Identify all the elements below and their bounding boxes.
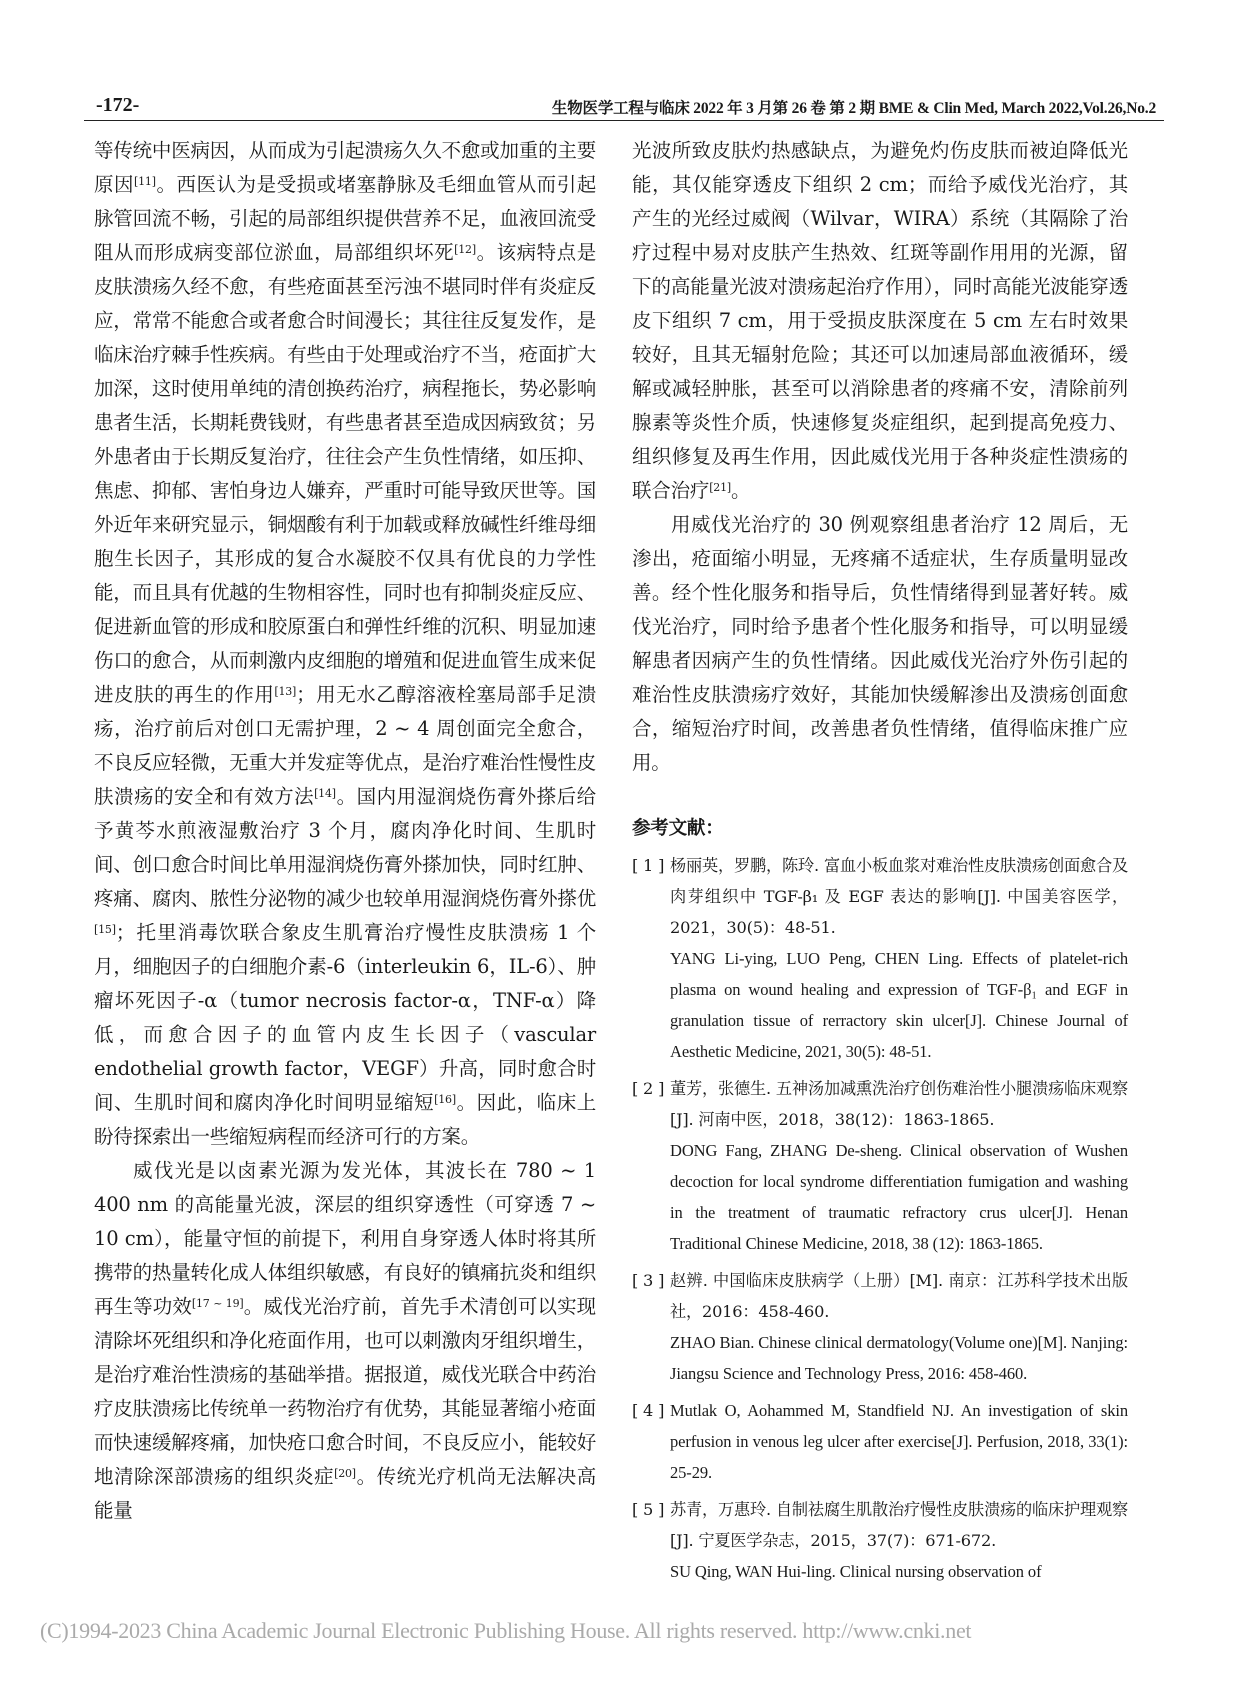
reference-item: [632, 1073, 1128, 1259]
citation-ref[interactable]: [20]: [334, 1467, 356, 1480]
citation-ref[interactable]: [14]: [314, 787, 336, 800]
citation-ref[interactable]: [12]: [454, 243, 476, 256]
left-column: [94, 134, 596, 1528]
citation-ref[interactable]: [17 ~ 19]: [191, 1297, 244, 1310]
reference-item: [632, 850, 1128, 1067]
reference-zh: 赵辨. 中国临床皮肤病学（上册）[M]. 南京：江苏科学技术出版社，2016：458-460.: [670, 1271, 1128, 1321]
references-heading: 参考文献：: [632, 818, 724, 839]
reference-en: ZHAO Bian. Chinese clinical dermatology(Volume one)[M]. Nanjing: Jiangsu Science and Technology Press, 2016: 458-460.: [670, 1333, 1128, 1383]
reference-en: Mutlak O, Aohammed M, Standfield NJ. An investigation of skin perfusion in venous leg ulcer after exercise[J]. Perfusion, 2018, 33(1): 25-29.: [670, 1401, 1128, 1482]
reference-item: [632, 1395, 1128, 1488]
reference-en: YANG Li-ying, LUO Peng, CHEN Ling. Effects of platelet-rich plasma on wound healing and expression of TGF-β₁ and EGF in granulation tissue of rerractory skin ulcer[J]. Chinese Journal of Aesthetic Medicine, 2021, 30(5): 48-51.: [670, 949, 1128, 1061]
reference-zh: 杨丽英，罗鹏，陈玲. 富血小板血浆对难治性皮肤溃疡创面愈合及肉芽组织中 TGF-β₁ 及 EGF 表达的影响[J]. 中国美容医学，2021，30(5)：48-51.: [670, 856, 1128, 937]
reference-en: DONG Fang, ZHANG De-sheng. Clinical observation of Wushen decoction for local syndrome differentiation fumigation and washing in the treatment of traumatic refractory crus ulcer[J]. Henan Traditional Chinese Medicine, 2018, 38 (12): 1863-1865.: [670, 1141, 1128, 1253]
body-paragraph: 等传统中医病因，从而成为引起溃疡久久不愈或加重的主要原因[11]。西医认为是受损或堵塞静脉及毛细血管从而引起脉管回流不畅，引起的局部组织提供营养不足，血液回流受阻从而形成病变部位淤血，局部组织坏死[12]。该病特点是皮肤溃疡久经不愈，有些疮面甚至污浊不堪同时伴有炎症反应，常常不能愈合或者愈合时间漫长；其往往反复发作，是临床治疗棘手性疾病。有些由于处理或治疗不当，疮面扩大加深，这时使用单纯的清创换药治疗，病程拖长，势必影响患者生活，长期耗费钱财，有些患者甚至造成因病致贫；另外患者由于长期反复治疗，往往会产生负性情绪，如压抑、焦虑、抑郁、害怕身边人嫌弃，严重时可能导致厌世等。国外近年来研究显示，铜烟酸有利于加载或释放碱性纤维母细胞生长因子，其形成的复合水凝胶不仅具有优良的力学性能，而且具有优越的生物相容性，同时也有抑制炎症反应、促进新血管的形成和胶原蛋白和弹性纤维的沉积、明显加速伤口的愈合，从而刺激内皮细胞的增殖和促进血管生成来促进皮肤的再生的作用[13]；用无水乙醇溶液栓塞局部手足溃疡，治疗前后对创口无需护理，2 ~ 4 周创面完全愈合，不良反应轻微，无重大并发症等优点，是治疗难治性慢性皮肤溃疡的安全和有效方法[14]。国内用湿润烧伤膏外搽后给予黄芩水煎液湿敷治疗 3 个月，腐肉净化时间、生肌时间、创口愈合时间比单用湿润烧伤膏外搽加快，同时红肿、疼痛、腐肉、脓性分泌物的减少也较单用湿润烧伤膏外搽优[15]；托里消毒饮联合象皮生肌膏治疗慢性皮肤溃疡 1 个月，细胞因子的白细胞介素-6（interleukin 6，IL-6）、肿瘤坏死因子-α（tumor necrosis factor-α，TNF-α）降低，而愈合因子的血管内皮生长因子（vascular endothelial growth factor，VEGF）升高，同时愈合时间、生肌时间和腐肉净化时间明显缩短[16]。因此，临床上盼待探索出一些缩短病程而经济可行的方案。: [94, 139, 596, 1148]
copyright-footer: (C)1994-2023 China Academic Journal Electronic Publishing House. All rights reserved. http://www.cnki.net: [40, 1618, 972, 1643]
running-header: [84, 94, 1164, 121]
reference-en: SU Qing, WAN Hui-ling. Clinical nursing observation of: [670, 1562, 1042, 1581]
reference-number: [ 2 ]: [632, 1079, 665, 1098]
reference-zh: 董芳，张德生. 五神汤加减熏洗治疗创伤难治性小腿溃疡临床观察[J]. 河南中医，2018，38(12)：1863-1865.: [670, 1079, 1128, 1129]
reference-number: [ 1 ]: [632, 856, 665, 875]
page-number: -172-: [96, 94, 140, 116]
reference-number: [ 5 ]: [632, 1500, 665, 1519]
body-paragraph: 用威伐光治疗的 30 例观察组患者治疗 12 周后，无渗出，疮面缩小明显，无疼痛不适症状，生存质量明显改善。经个性化服务和指导后，负性情绪得到显著好转。威伐光治疗，同时给予患者个性化服务和指导，可以明显缓解患者因病产生的负性情绪。因此威伐光治疗外伤引起的难治性皮肤溃疡疗效好，其能加快缓解渗出及溃疡创面愈合，缩短治疗时间，改善患者负性情绪，值得临床推广应用。: [632, 513, 1128, 774]
reference-item: [632, 1265, 1128, 1389]
body-paragraph: 威伐光是以卤素光源为发光体，其波长在 780 ~ 1 400 nm 的高能量光波，深层的组织穿透性（可穿透 7 ~ 10 cm），能量守恒的前提下，利用自身穿透人体时将其所携带的热量转化成人体组织敏感，有良好的镇痛抗炎和组织再生等功效[17 ~ 19]。威伐光治疗前，首先手术清创可以实现清除坏死组织和净化疮面作用，也可以刺激肉牙组织增生，是治疗难治性溃疡的基础举措。据报道，威伐光联合中药治疗皮肤溃疡比传统单一药物治疗有优势，其能显著缩小疮面而快速缓解疼痛，加快疮口愈合时间，不良反应小，能较好地清除深部溃疡的组织炎症[20]。传统光疗机尚无法解决高能量: [94, 1159, 596, 1522]
journal-citation-line: 生物医学工程与临床 2022 年 3 月第 26 卷 第 2 期 BME & Clin Med, March 2022,Vol.26,No.2: [551, 100, 1156, 117]
citation-ref[interactable]: [13]: [274, 685, 297, 698]
reference-item: [632, 1494, 1128, 1587]
body-paragraph: 光波所致皮肤灼热感缺点，为避免灼伤皮肤而被迫降低光能，其仅能穿透皮下组织 2 cm；而给予威伐光治疗，其产生的光经过威阀（Wilvar，WIRA）系统（其隔除了治疗过程中易对皮肤产生热效、红斑等副作用用的光源，留下的高能量光波对溃疡起治疗作用），同时高能光波能穿透皮下组织 7 cm，用于受损皮肤深度在 5 cm 左右时效果较好，且其无辐射危险；其还可以加速局部血液循环，缓解或减轻肿胀，甚至可以消除患者的疼痛不安，清除前列腺素等炎性介质，快速修复炎症组织，起到提高免疫力、组织修复及再生作用，因此威伐光用于各种炎症性溃疡的联合治疗[21]。: [632, 139, 1128, 502]
reference-number: [ 4 ]: [632, 1401, 665, 1420]
right-column: [632, 134, 1128, 1587]
citation-ref[interactable]: [11]: [134, 175, 156, 188]
reference-zh: 苏青，万惠玲. 自制祛腐生肌散治疗慢性皮肤溃疡的临床护理观察[J]. 宁夏医学杂志，2015，37(7)：671-672.: [670, 1500, 1128, 1550]
reference-number: [ 3 ]: [632, 1271, 665, 1290]
citation-ref[interactable]: [15]: [94, 923, 116, 936]
citation-ref[interactable]: [16]: [434, 1093, 456, 1106]
citation-ref[interactable]: [21]: [709, 481, 731, 494]
